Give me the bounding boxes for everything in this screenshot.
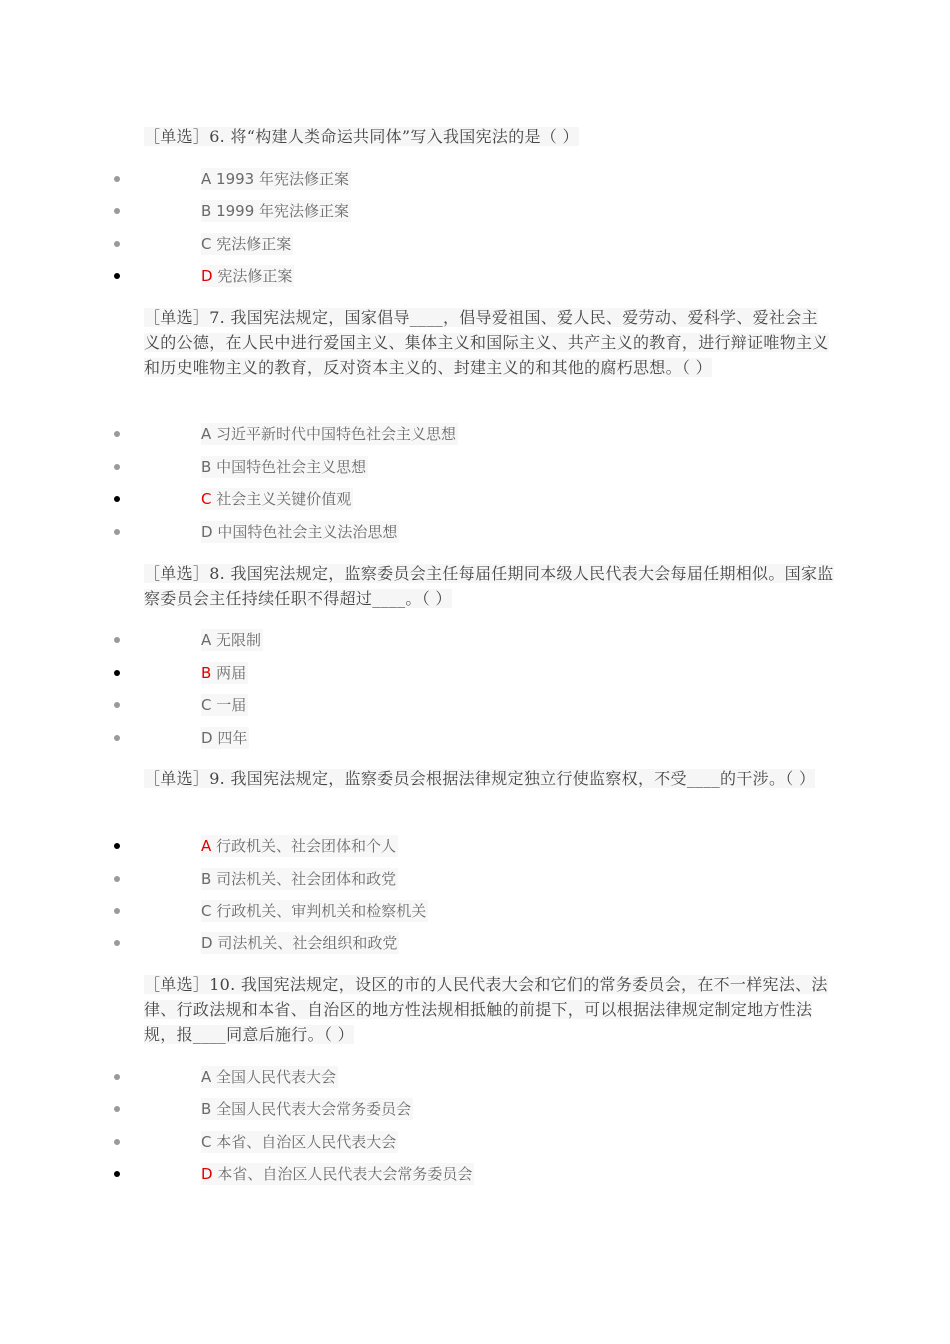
option-text: 中国特色社会主义思想 xyxy=(216,458,367,476)
option-letter: A xyxy=(201,170,212,188)
option-7-d[interactable] xyxy=(0,521,950,543)
option-letter: A xyxy=(201,837,212,855)
option-8-c[interactable] xyxy=(0,694,950,716)
option-letter: A xyxy=(201,425,212,443)
option-text: 全国人民代表大会 xyxy=(216,1068,337,1086)
option-text: 本省、自治区人民代表大会常务委员会 xyxy=(217,1165,473,1183)
option-letter: D xyxy=(201,1165,213,1183)
option-letter: D xyxy=(201,729,213,747)
option-text: 习近平新时代中国特色社会主义思想 xyxy=(216,425,457,443)
bullet-icon xyxy=(114,464,120,470)
option-9-a[interactable] xyxy=(0,835,950,857)
option-letter: C xyxy=(201,696,212,714)
bullet-icon xyxy=(114,876,120,882)
bullet-icon xyxy=(114,670,120,676)
bullet-icon xyxy=(114,273,120,279)
bullet-icon xyxy=(114,529,120,535)
option-letter: D xyxy=(201,267,213,285)
question-text: ［单选］6. 将“构建人类命运共同体”写入我国宪法的是（ ） xyxy=(144,127,579,146)
option-text: 司法机关、社会团体和政党 xyxy=(216,870,397,888)
question-10 xyxy=(144,972,834,1047)
option-9-d[interactable] xyxy=(0,932,950,954)
option-letter: B xyxy=(201,1100,212,1118)
option-letter: A xyxy=(201,1068,212,1086)
bullet-icon xyxy=(114,208,120,214)
option-text: 本省、自治区人民代表大会 xyxy=(216,1133,397,1151)
bullet-icon xyxy=(114,1139,120,1145)
option-letter: D xyxy=(201,934,213,952)
option-9-c[interactable] xyxy=(0,900,950,922)
bullet-icon xyxy=(114,637,120,643)
option-text: 无限制 xyxy=(216,631,262,649)
bullet-icon xyxy=(114,176,120,182)
option-letter: C xyxy=(201,902,212,920)
bullet-icon xyxy=(114,431,120,437)
option-6-c[interactable] xyxy=(0,233,950,255)
question-text: ［单选］10. 我国宪法规定，设区的市的人民代表大会和它们的常务委员会，在不一样宪法、法律、行政法规和本省、自治区的地方性法规相抵触的前提下，可以根据法律规定制定地方性法规，报____同意后施行。（ ） xyxy=(144,975,828,1044)
bullet-icon xyxy=(114,940,120,946)
bullet-icon xyxy=(114,702,120,708)
option-letter: B xyxy=(201,870,212,888)
question-7 xyxy=(144,305,834,380)
bullet-icon xyxy=(114,241,120,247)
option-8-b[interactable] xyxy=(0,662,950,684)
option-text: 宪法修正案 xyxy=(217,267,293,285)
question-text: ［单选］9. 我国宪法规定，监察委员会根据法律规定独立行使监察权，不受____的干涉。（ ） xyxy=(144,769,816,788)
option-10-a[interactable] xyxy=(0,1066,950,1088)
bullet-icon xyxy=(114,1106,120,1112)
option-letter: B xyxy=(201,458,212,476)
bullet-icon xyxy=(114,843,120,849)
option-9-b[interactable] xyxy=(0,868,950,890)
option-6-b[interactable] xyxy=(0,200,950,222)
option-letter: C xyxy=(201,1133,212,1151)
option-7-b[interactable] xyxy=(0,456,950,478)
bullet-icon xyxy=(114,908,120,914)
question-text: ［单选］8. 我国宪法规定，监察委员会主任每届任期同本级人民代表大会每届任期相似。国家监察委员会主任持续任职不得超过____。（ ） xyxy=(144,564,834,608)
option-text: 全国人民代表大会常务委员会 xyxy=(216,1100,412,1118)
option-text: 1999 年宪法修正案 xyxy=(216,202,350,220)
option-text: 宪法修正案 xyxy=(216,235,292,253)
question-text: ［单选］7. 我国宪法规定，国家倡导____，倡导爱祖国、爱人民、爱劳动、爱科学、爱社会主义的公德，在人民中进行爱国主义、集体主义和国际主义、共产主义的教育，进行辩证唯物主义和历史唯物主义的教育，反对资本主义的、封建主义的和其他的腐朽思想。（ ） xyxy=(144,308,829,377)
option-letter: B xyxy=(201,664,212,682)
option-text: 中国特色社会主义法治思想 xyxy=(217,523,398,541)
option-text: 司法机关、社会组织和政党 xyxy=(217,934,398,952)
question-8 xyxy=(144,561,834,611)
option-8-a[interactable] xyxy=(0,629,950,651)
bullet-icon xyxy=(114,1171,120,1177)
option-text: 行政机关、审判机关和检察机关 xyxy=(216,902,427,920)
option-10-b[interactable] xyxy=(0,1098,950,1120)
bullet-icon xyxy=(114,735,120,741)
option-7-c[interactable] xyxy=(0,488,950,510)
option-letter: C xyxy=(201,235,212,253)
option-text: 四年 xyxy=(217,729,248,747)
option-6-a[interactable] xyxy=(0,168,950,190)
option-10-c[interactable] xyxy=(0,1131,950,1153)
option-8-d[interactable] xyxy=(0,727,950,749)
option-text: 1993 年宪法修正案 xyxy=(216,170,349,188)
option-text: 两届 xyxy=(216,664,247,682)
bullet-icon xyxy=(114,1074,120,1080)
question-6 xyxy=(144,124,834,149)
option-letter: A xyxy=(201,631,212,649)
option-6-d[interactable] xyxy=(0,265,950,287)
option-text: 社会主义关键价值观 xyxy=(216,490,352,508)
question-9 xyxy=(144,766,834,791)
option-letter: D xyxy=(201,523,213,541)
bullet-icon xyxy=(114,496,120,502)
option-text: 行政机关、社会团体和个人 xyxy=(216,837,397,855)
option-letter: C xyxy=(201,490,212,508)
option-text: 一届 xyxy=(216,696,247,714)
option-letter: B xyxy=(201,202,212,220)
option-7-a[interactable] xyxy=(0,423,950,445)
option-10-d[interactable] xyxy=(0,1163,950,1185)
